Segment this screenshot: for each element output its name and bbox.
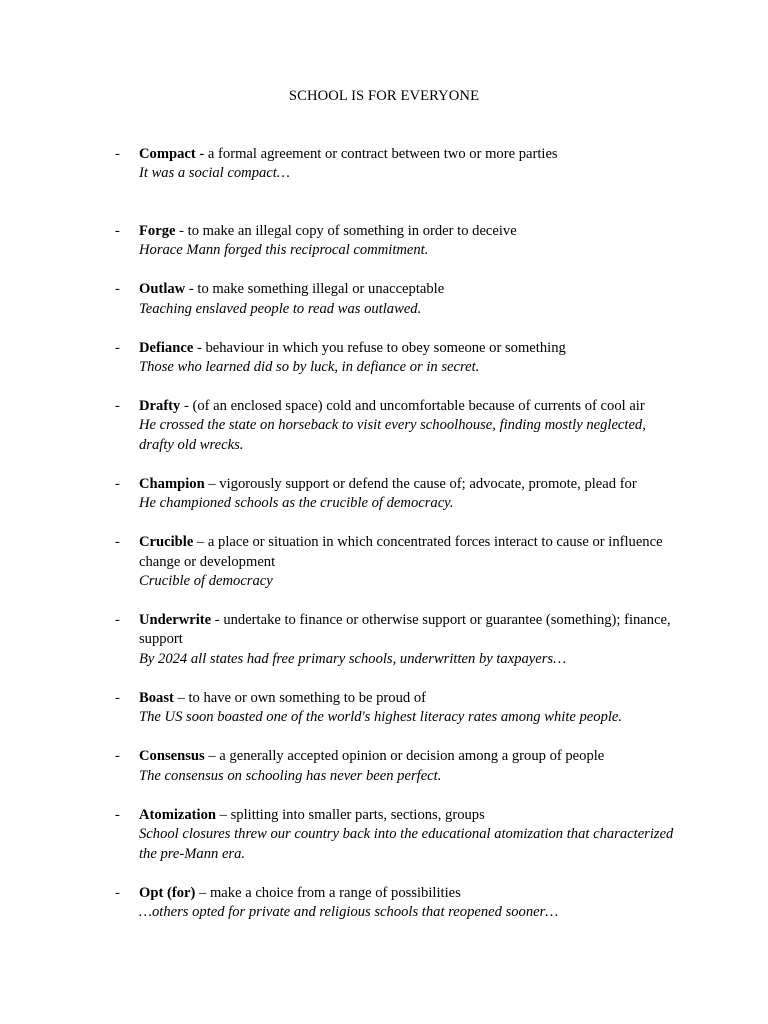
separator: - <box>185 281 198 298</box>
list-dash: - <box>115 806 120 823</box>
vocab-definition: a generally accepted opinion or decision among a group of people <box>219 748 605 765</box>
vocab-entry-compact <box>0 145 674 184</box>
vocab-term: Crucible <box>139 534 194 551</box>
vocab-example: …others opted for private and religious schools that reopened sooner… <box>139 903 559 920</box>
separator: – <box>173 689 189 706</box>
vocab-term: Boast <box>139 689 174 706</box>
vocab-entry-drafty <box>0 397 674 455</box>
vocab-term: Champion <box>139 475 205 492</box>
list-dash: - <box>115 689 120 706</box>
vocab-example: It was a social compact… <box>139 165 290 182</box>
vocab-entry-outlaw <box>0 280 674 319</box>
vocab-definition: make a choice from a range of possibilities <box>209 884 461 901</box>
separator: - <box>195 146 208 162</box>
list-dash: - <box>115 748 120 765</box>
vocab-definition: vigorously support or defend the cause of; advocate, promote, plead for <box>219 475 637 492</box>
vocab-example: He championed schools as the crucible of democracy. <box>139 495 454 512</box>
vocab-term: Opt (for) <box>139 884 196 901</box>
vocabulary-list <box>0 145 768 922</box>
vocab-example: Teaching enslaved people to read was outlawed. <box>139 300 422 317</box>
separator: - <box>175 222 188 239</box>
vocab-entry-champion <box>0 475 674 514</box>
vocab-entry-defiance <box>0 339 674 378</box>
vocab-entry-forge <box>0 222 674 261</box>
vocab-term: Forge <box>139 222 176 239</box>
list-dash: - <box>115 281 120 298</box>
vocab-entry-crucible <box>0 533 674 591</box>
document-title: SCHOOL IS FOR EVERYONE <box>288 88 480 104</box>
vocab-example: Horace Mann forged this reciprocal commitment. <box>139 242 429 259</box>
vocab-example: Crucible of democracy <box>139 573 273 590</box>
vocab-term: Underwrite <box>139 612 212 629</box>
vocab-entry-atomization <box>0 806 674 864</box>
vocab-definition: splitting into smaller parts, sections, groups <box>230 806 485 823</box>
vocab-term: Drafty <box>139 398 181 415</box>
vocab-entry-consensus <box>0 747 674 786</box>
vocab-entry-boast <box>0 689 674 728</box>
separator: - <box>180 398 193 415</box>
list-dash: - <box>115 534 120 551</box>
list-dash: - <box>115 884 120 901</box>
list-dash: - <box>115 339 120 356</box>
vocab-definition: to have or own something to be proud of <box>188 689 426 706</box>
vocab-term: Atomization <box>139 806 217 823</box>
separator: – <box>193 534 208 551</box>
vocab-definition: a place or situation in which concentrated forces interact to cause or influence change or development <box>139 534 663 570</box>
vocab-example: Those who learned did so by luck, in defiance or in secret. <box>139 359 480 376</box>
separator: – <box>204 748 220 765</box>
list-dash: - <box>115 222 120 239</box>
separator: – <box>204 475 220 492</box>
vocab-entry-opt-for <box>0 884 674 923</box>
vocab-definition: to make an illegal copy of something in order to deceive <box>187 222 517 239</box>
vocab-term: Outlaw <box>139 281 186 298</box>
vocab-example: He crossed the state on horseback to visit every schoolhouse, finding mostly neglected, drafty old wrecks. <box>139 417 646 453</box>
separator: – <box>195 884 210 901</box>
list-dash: - <box>115 612 120 629</box>
list-dash: - <box>115 398 120 415</box>
vocab-definition: a formal agreement or contract between two or more parties <box>207 146 558 162</box>
vocab-definition: to make something illegal or unacceptable <box>197 281 445 298</box>
separator: – <box>216 806 231 823</box>
vocab-example: By 2024 all states had free primary schools, underwritten by taxpayers… <box>139 650 567 667</box>
vocab-example: The US soon boasted one of the world's highest literacy rates among white people. <box>139 709 623 726</box>
list-dash: - <box>115 146 120 162</box>
separator: - <box>211 612 224 629</box>
list-dash: - <box>115 475 120 492</box>
vocab-definition: (of an enclosed space) cold and uncomfortable because of currents of cool air <box>192 398 645 415</box>
vocab-entry-underwrite <box>0 611 674 669</box>
vocab-example: School closures threw our country back into the educational atomization that characterized the pre-Mann era. <box>139 826 674 862</box>
vocab-term: Consensus <box>139 748 205 765</box>
separator: - <box>193 339 206 356</box>
vocab-definition: behaviour in which you refuse to obey someone or something <box>205 339 566 356</box>
vocab-term: Defiance <box>139 339 194 356</box>
vocab-example: The consensus on schooling has never been perfect. <box>139 767 442 784</box>
vocab-term: Compact <box>139 146 196 162</box>
vocab-definition: undertake to finance or otherwise support or guarantee (something); finance, support <box>139 612 671 648</box>
